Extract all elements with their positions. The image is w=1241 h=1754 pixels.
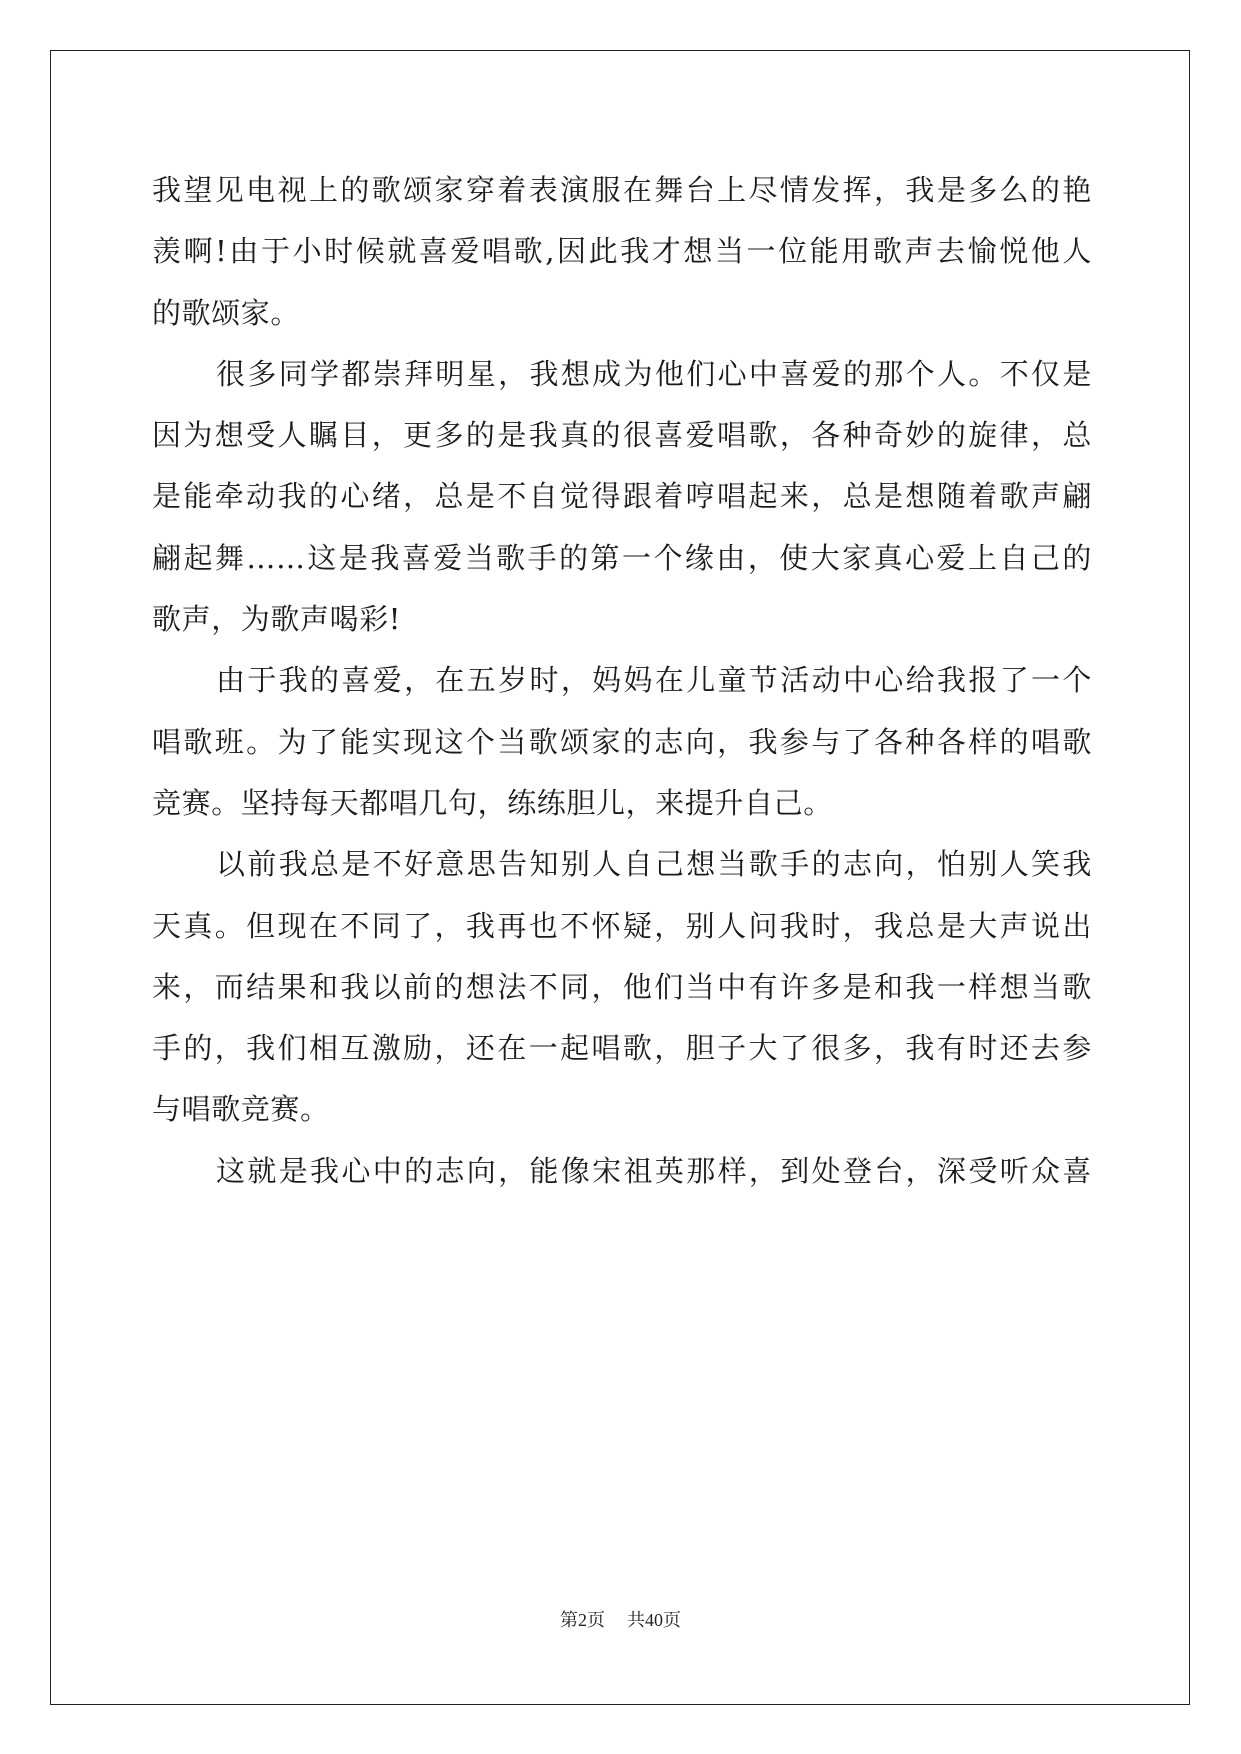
text-line: 来，而结果和我以前的想法不同，他们当中有许多是和我一样想当歌 [152,969,1092,1004]
document-body [152,160,1092,1202]
text-line: 与唱歌竞赛。 [152,1092,330,1127]
text-line: 是能牵动我的心绪，总是不自觉得跟着哼唱起来，总是想随着歌声翩 [152,479,1092,514]
text-line: 歌声，为歌声喝彩! [152,602,402,637]
paragraph-first-line: 这就是我心中的志向，能像宋祖英那样，到处登台，深受听众喜 [216,1153,1092,1188]
paragraph-first-line: 以前我总是不好意思告知别人自己想当歌手的志向，怕别人笑我 [216,847,1092,882]
text-line: 翩起舞……这是我喜爱当歌手的第一个缘由，使大家真心爱上自己的 [152,540,1092,575]
text-line: 因为想受人瞩目，更多的是我真的很喜爱唱歌，各种奇妙的旋律，总 [152,418,1092,453]
page-number: 第2页 [560,1610,605,1630]
text-line: 我望见电视上的歌颂家穿着表演服在舞台上尽情发挥，我是多么的艳 [152,173,1092,207]
page-footer [0,1606,1241,1632]
paragraph-first-line: 由于我的喜爱，在五岁时，妈妈在儿童节活动中心给我报了一个 [216,663,1092,698]
text-line: 的歌颂家。 [152,295,301,330]
text-line: 手的，我们相互激励，还在一起唱歌，胆子大了很多，我有时还去参 [152,1031,1092,1066]
text-line: 羡啊!由于小时候就喜爱唱歌,因此我才想当一位能用歌声去愉悦他人 [152,234,1092,269]
text-line: 天真。但现在不同了，我再也不怀疑，别人问我时，我总是大声说出 [152,908,1092,943]
paragraph-first-line: 很多同学都崇拜明星，我想成为他们心中喜爱的那个人。不仅是 [216,356,1092,391]
text-line: 唱歌班。为了能实现这个当歌颂家的志向，我参与了各种各样的唱歌 [152,724,1092,759]
total-pages: 共40页 [627,1610,681,1630]
text-line: 竞赛。坚持每天都唱几句，练练胆儿，来提升自己。 [152,785,833,820]
